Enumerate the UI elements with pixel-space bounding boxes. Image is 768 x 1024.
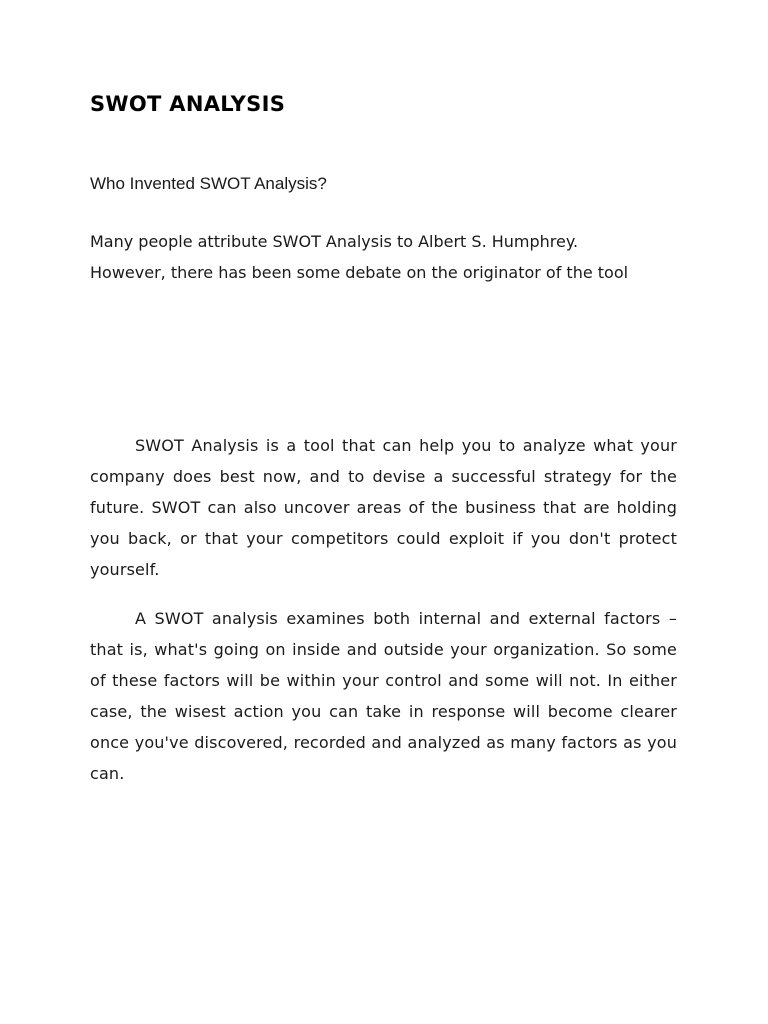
intro-line-2: However, there has been some debate on the originator of the tool <box>90 263 629 282</box>
document-title: SWOT ANALYSIS <box>90 92 286 116</box>
body-paragraph-2: A SWOT analysis examines both internal and external factors – that is, what's going on inside and outside your organization. So some of these factors will be within your control and some will not. In either case, the wisest action you can take in response will become clearer once you've discovered, recorded and analyzed as many factors as you can. <box>90 609 677 783</box>
body-paragraph-1: SWOT Analysis is a tool that can help you to analyze what your company does best now, and to devise a successful strategy for the future. SWOT can also uncover areas of the business that are holding you back, or that your competitors could exploit if you don't protect yourself. <box>90 436 677 579</box>
intro-paragraph <box>90 226 690 288</box>
section-heading: Who Invented SWOT Analysis? <box>90 174 327 193</box>
body-text <box>90 430 677 807</box>
intro-line-1: Many people attribute SWOT Analysis to Albert S. Humphrey. <box>90 232 579 251</box>
